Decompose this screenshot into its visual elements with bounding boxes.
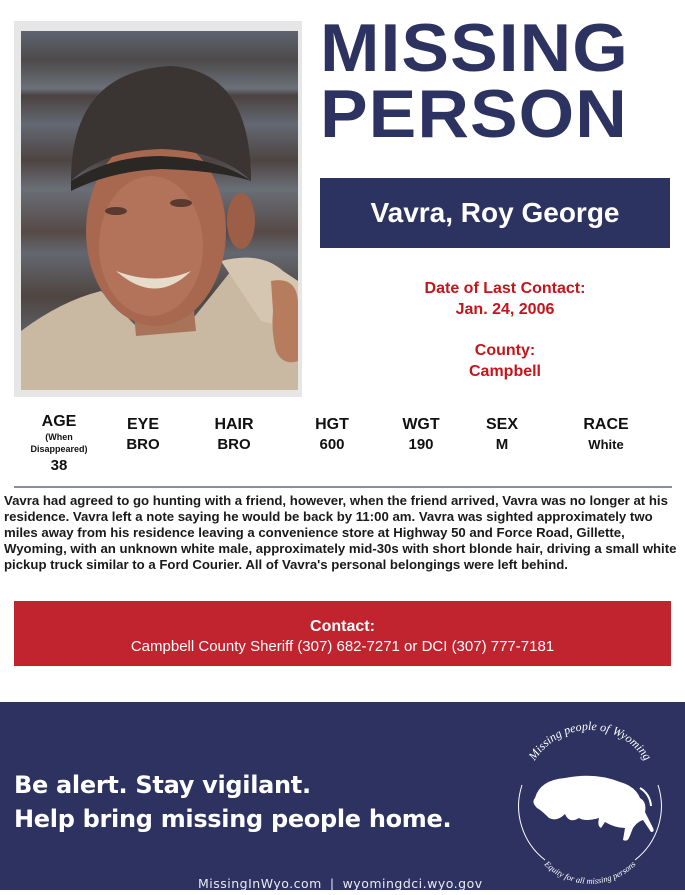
- stat-eye-label: EYE: [126, 416, 159, 433]
- slogan-line-1: Be alert. Stay vigilant.: [14, 771, 311, 799]
- stat-age-label: AGE: [41, 413, 77, 430]
- stat-weight-label: WGT: [402, 416, 440, 433]
- stat-age: [14, 413, 104, 477]
- svg-text:Equity for all missing persons: [542, 858, 638, 886]
- person-name: Vavra, Roy George: [370, 197, 620, 228]
- stat-height-value: 600: [319, 436, 345, 453]
- contact-info: Campbell County Sheriff (307) 682-7271 or DCI (307) 777-7181: [130, 638, 555, 655]
- stat-eye-value: BRO: [126, 436, 160, 453]
- bison-icon: [533, 776, 653, 841]
- last-contact-value: Jan. 24, 2006: [455, 301, 555, 318]
- stat-hair-value: BRO: [217, 436, 251, 453]
- stat-height-label: HGT: [315, 416, 349, 433]
- stat-age-sub-1: (When: [45, 432, 73, 442]
- footer-websites: [198, 876, 483, 891]
- stat-weight: [391, 416, 451, 456]
- website-separator: |: [329, 876, 335, 891]
- photo-frame: [14, 21, 302, 397]
- website-wyomingdci-link[interactable]: wyomingdci.wyo.gov: [342, 876, 483, 891]
- logo-top-text: Missing people of Wyoming: [525, 718, 655, 763]
- stat-sex-label: SEX: [485, 416, 518, 433]
- stat-hair-label: HAIR: [214, 416, 254, 433]
- case-description: Vavra had agreed to go hunting with a friend, however, when the friend arrived, Vavra was no longer at his residence. Vavra left a note saying he would be back by 11:00 am. Vavra was sighted approximately two miles away from his residence leaving a convenience store at Highway 50 and Force Road, Gillette, Wyoming, with an unknown white male, approximately mid-30s with short blonde hair, driving a small white pickup truck similar to a Ford Courier. All of Vavra's personal belongings were left behind.: [4, 493, 677, 572]
- slogan-line-2: Help bring missing people home.: [14, 805, 452, 833]
- svg-text:Missing people of Wyoming: [525, 719, 655, 764]
- stat-sex: [472, 416, 532, 456]
- logo-bottom-text: Equity for all missing persons: [542, 858, 638, 886]
- logo-emblem: [505, 710, 675, 890]
- footer-banner: [0, 702, 685, 890]
- county-label: County:: [474, 342, 536, 359]
- missing-person-photo: [21, 31, 298, 390]
- last-contact-label: Date of Last Contact:: [424, 280, 586, 297]
- website-missinginwyo-link[interactable]: MissingInWyo.com: [198, 876, 322, 891]
- divider-rule: [14, 486, 672, 488]
- stat-age-value: 38: [50, 457, 68, 474]
- person-name-banner: [320, 178, 670, 248]
- stat-hair: [204, 416, 264, 456]
- stat-eye: [113, 416, 173, 456]
- contact-title: Contact:: [310, 618, 375, 635]
- stat-race: [571, 416, 641, 456]
- stat-race-value: White: [588, 437, 624, 452]
- missing-people-of-wyoming-logo: [505, 710, 675, 890]
- stat-age-sub-2: Disappeared): [30, 444, 88, 454]
- county-value: Campbell: [468, 363, 541, 380]
- stat-weight-value: 190: [408, 436, 434, 453]
- contact-box: [14, 601, 671, 666]
- person-photo-illustration: [21, 31, 298, 390]
- stat-sex-value: M: [495, 436, 509, 453]
- stat-height: [302, 416, 362, 456]
- title-missing: MISSING: [320, 10, 629, 86]
- physical-stats: [0, 413, 685, 483]
- stat-race-label: RACE: [583, 416, 629, 433]
- title-person: PERSON: [320, 76, 628, 152]
